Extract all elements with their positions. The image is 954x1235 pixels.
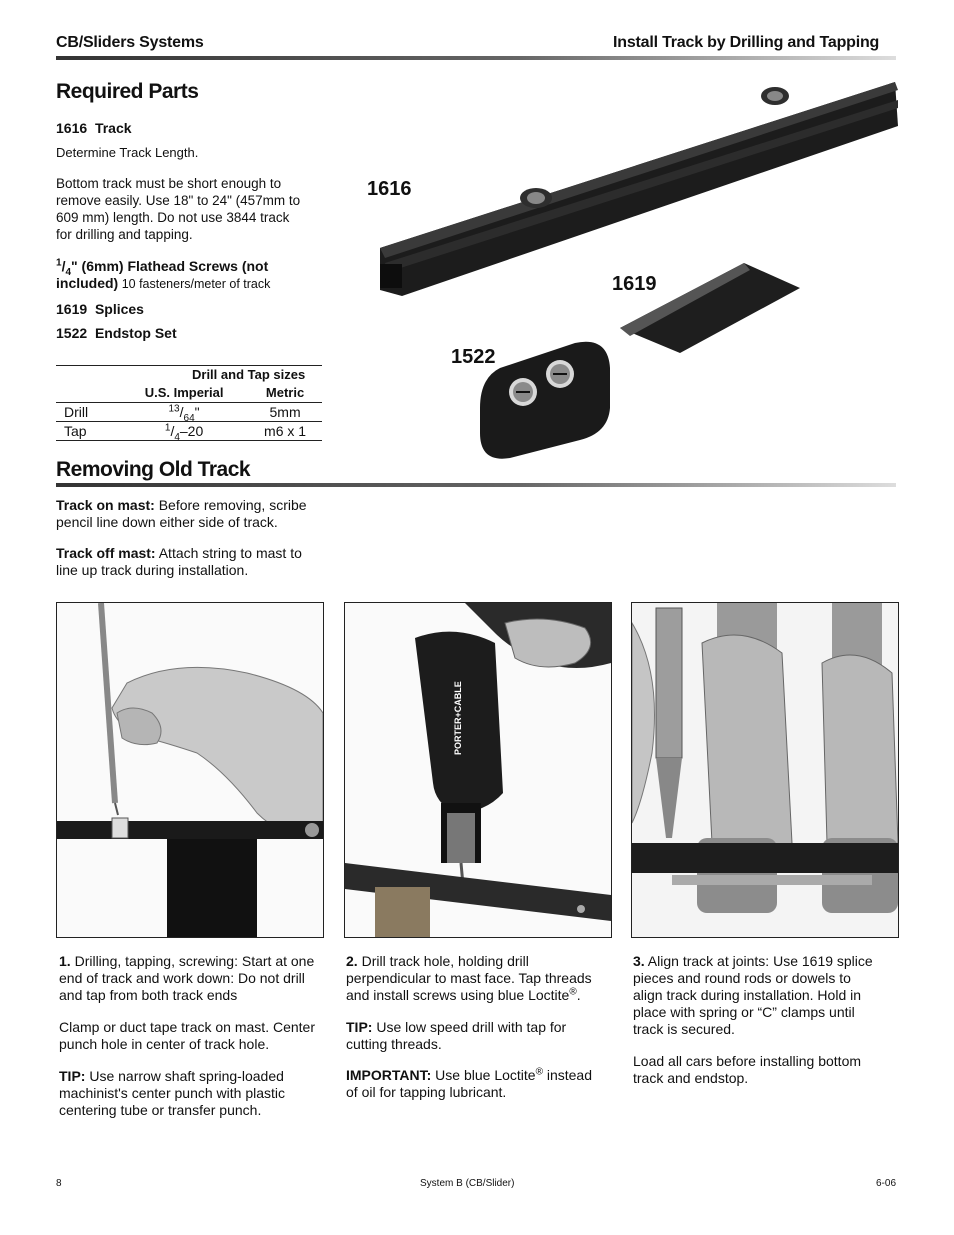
step-2-text: 2. Drill track hole, holding drill perpendicular to mast face. Tap threads and install screws using blue Loctite®. <box>346 953 592 1003</box>
step-2-tip: TIP: Use low speed drill with tap for cutting threads. <box>346 1019 567 1052</box>
track-heading <box>56 120 132 137</box>
splices-name: Splices <box>94 301 144 317</box>
table-row-label: Tap <box>64 423 87 439</box>
splices-number: 1619 <box>56 301 88 317</box>
label-1616: 1616 <box>367 178 412 200</box>
table-title: Drill and Tap sizes <box>192 367 306 382</box>
photo-clamps <box>631 602 899 938</box>
removing-p2: Track off mast: Attach string to mast to line up track during installation. <box>56 545 302 578</box>
drill-tap-table <box>56 365 322 441</box>
header-right: Install Track by Drilling and Tapping <box>613 34 880 51</box>
removing-rule <box>56 483 896 487</box>
removing-p1: Track on mast: Before removing, scribe pencil line down either side of track. <box>56 497 307 530</box>
table-row <box>56 403 322 422</box>
endstop-1522-image <box>480 342 610 459</box>
step-1-tip: TIP: Use narrow shaft spring-loaded machinist's center punch with plastic centering tube or transfer punch. <box>59 1068 285 1118</box>
table-row-metric: m6 x 1 <box>264 423 307 439</box>
footer-center: System B (CB/Slider) <box>420 1178 515 1189</box>
table-col-us: U.S. Imperial <box>144 385 224 400</box>
step-3-p2: Load all cars before installing bottom track and endstop. <box>633 1053 862 1086</box>
table-row <box>56 422 322 441</box>
track-note: Determine Track Length. <box>56 145 199 160</box>
track-name: Track <box>94 120 132 136</box>
step-3-text: 3. Align track at joints: Use 1619 splice pieces and round rods or dowels to align track during installation. Hold in place with spring or “C” clamps until track is secured. <box>633 953 873 1037</box>
footer-page-number: 8 <box>56 1178 62 1189</box>
removing-title: Removing Old Track <box>56 458 251 481</box>
screws-bold: " (6mm) Flathead Screws (not included) <box>56 258 269 291</box>
header-left: CB/Sliders Systems <box>56 34 204 51</box>
label-1619: 1619 <box>612 273 657 295</box>
step-1-text: 1. Drilling, tapping, screwing: Start at one end of track and work down: Do not drill and tap from both track ends <box>59 953 315 1003</box>
table-row-us: $^{13}/_{64}$" <box>168 403 200 424</box>
photo-drill <box>344 602 612 938</box>
table-col-metric: Metric <box>265 385 305 400</box>
screws-note: 10 fasteners/meter of track <box>118 277 271 291</box>
table-row-label: Drill <box>64 404 89 420</box>
header-rule <box>56 56 896 60</box>
endstop-heading <box>56 325 177 342</box>
photo-center-punch <box>56 602 324 938</box>
step-1-p2: Clamp or duct tape track on mast. Center punch hole in center of track hole. <box>59 1019 315 1052</box>
bottom-track-note: Bottom track must be short enough to remove easily. Use 18" to 24" (457mm to 609 mm) length. Do not use 3844 track for drilling and tapping. <box>56 176 301 242</box>
table-row-us: $^1/_4-20$ <box>164 422 204 443</box>
track-number: 1616 <box>56 120 88 136</box>
required-parts-title: Required Parts <box>56 80 199 103</box>
splices-heading <box>56 301 144 318</box>
endstop-number: 1522 <box>56 325 88 341</box>
screws-line: $^1/_4$" (6mm) Flathead Screws (not included) 10 fasteners/meter of track <box>56 257 271 291</box>
table-row-metric: 5mm <box>269 404 301 420</box>
label-1522: 1522 <box>451 346 496 368</box>
endstop-name: Endstop Set <box>94 325 177 341</box>
footer-date: 6-06 <box>876 1178 897 1189</box>
screws-frac-num: 1 <box>56 257 62 269</box>
drill-brand-label: PORTER+CABLE <box>453 681 463 755</box>
screws-frac-den: 4 <box>65 266 72 278</box>
step-2-important: IMPORTANT: Use blue Loctite® instead of oil for tapping lubricant. <box>346 1066 593 1100</box>
